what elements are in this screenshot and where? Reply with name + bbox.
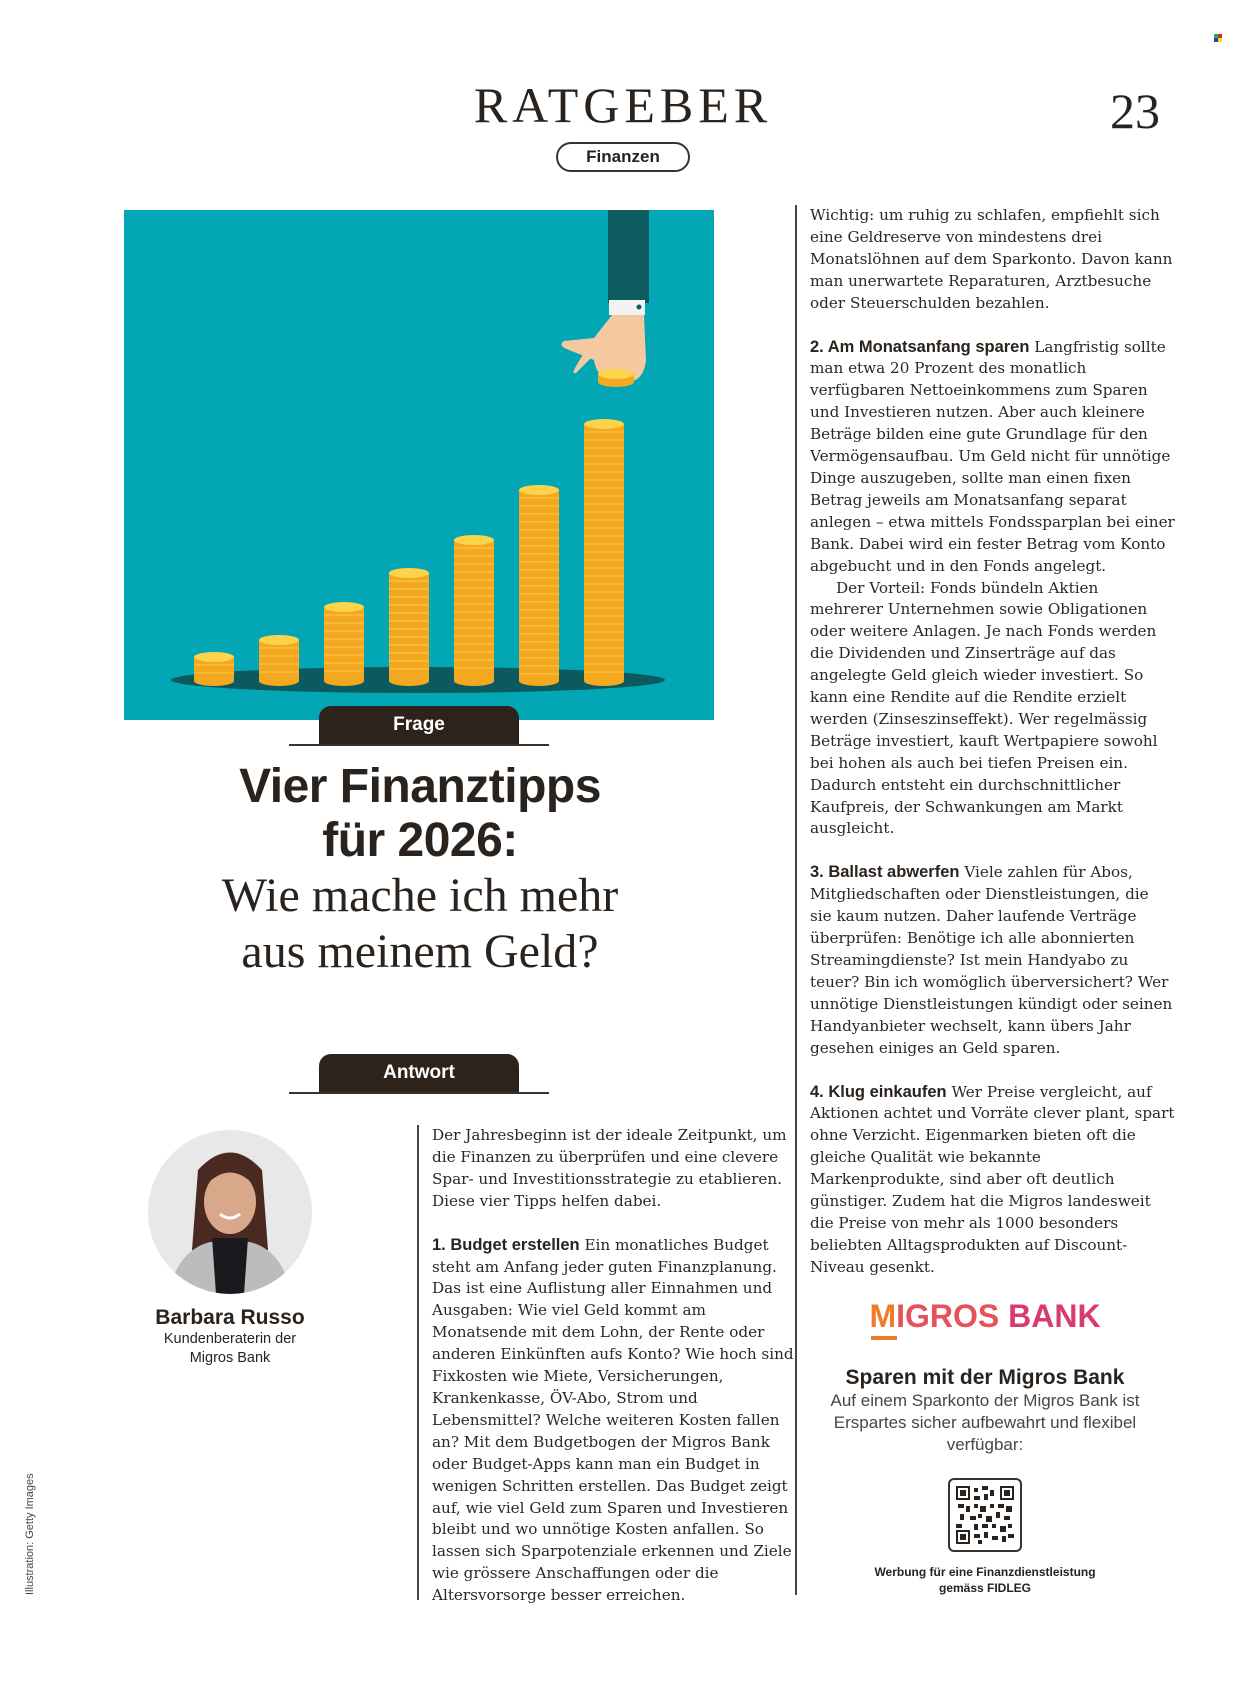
author-organization: Migros Bank	[189, 1350, 271, 1366]
coin-stacks-icon	[124, 210, 714, 720]
headline-line-2: für 2026:	[322, 814, 518, 867]
tip-2-title: 2. Am Monatsanfang sparen	[810, 337, 1030, 356]
coin-stack-1	[194, 652, 234, 686]
article-column-middle	[417, 1125, 797, 1605]
migros-bank-logo: MIGROS BANK	[869, 1300, 1100, 1332]
headline-line-4: aus meinem Geld?	[241, 925, 599, 978]
tip-2-paragraph-2: Der Vorteil: Fonds bündeln Aktien mehrerer Unternehmen sowie Obligationen oder weitere Anlagen. Je nach Fonds werden die Dividenden und Zinserträge auf das angelegte Geld gleich wieder investiert. So kann eine Rendite auf die Rendite erzielt werden (Zinseszinseffekt). Wer regelmässig Beträge investiert, kauft Wertpapiere sowohl bei hohen als auch bei tiefen Preisen ein. Dadurch entsteht ein durchschnittlicher Kaufpreis, der Schwankungen am Markt ausgleicht.	[810, 578, 1158, 838]
category-pill: Finanzen	[556, 142, 690, 172]
tip-4-text: Wer Preise vergleicht, auf Aktionen achtet und Vorräte clever plant, spart ohne Verzicht. Eigenmarken bieten oft die gleiche Qualität wie bekannte Markenprodukte, sind aber oft deutlich günstiger. Zudem hat die Migros landesweit die Preise von mehr als 1000 besonders beliebten Alltagsprodukten auf Discount-Niveau gesenkt.	[810, 1082, 1175, 1276]
tip-2-text: Langfristig sollte man etwa 20 Prozent des monatlich verfügbaren Nettoeinkommens zum Sparen und Investieren nutzen. Aber auch kleinere Beträge bilden eine gute Grundlage für den Vermögensaufbau. Um Geld nicht für unnötige Dinge auszugeben, sollte man einen fixen Betrag jeweils am Monatsanfang separat anlegen – etwa mittels Fondssparplan bei einer Bank. Dabei wird ein fester Betrag vom Konto abgebucht und in den Fonds angelegt.	[810, 337, 1175, 575]
ad-disclaimer: Werbung für eine Finanzdienstleistung gemäss FIDLEG	[874, 1565, 1096, 1595]
tip-1-text: Ein monatliches Budget steht am Anfang jeder guten Finanzplanung. Das ist eine Auflistung aller Einnahmen und Ausgaben: Wie viel Geld kommt am Monatsende mit dem Lohn, der Rente oder anderen Einkünften aufs Konto? Wie hoch sind Fixkosten wie Miete, Versicherungen, Krankenkasse, ÖV-Abo, Strom und Lebensmittel? Welche weiteren Kosten fallen an? Mit dem Budgetbogen der Migros Bank oder Budget-Apps kann man ein Budget in wenigen Schritten erstellen. Das Budget zeigt auf, wie viel Geld zum Sparen und Investieren bleibt und wo unnötige Kosten anfallen. So lassen sich Sparpotenziale erkennen und Ziele wie grössere Anschaffungen oder die Altersvorsorge besser erreichen.	[432, 1235, 794, 1605]
tip-3-paragraph	[810, 862, 1175, 1059]
author-block	[130, 1130, 330, 1368]
tip-4-title: 4. Klug einkaufen	[810, 1082, 947, 1101]
headline-line-1: Vier Finanztipps	[239, 760, 601, 813]
logo-underline	[871, 1336, 897, 1340]
question-label: Frage	[319, 706, 519, 744]
kicker-rule	[289, 1092, 549, 1094]
headline-line-3: Wie mache ich mehr	[221, 869, 619, 922]
print-registration-mark	[1214, 34, 1222, 42]
page-number: 23	[1110, 83, 1160, 139]
portrait-icon	[148, 1130, 312, 1294]
ad-body: Auf einem Sparkonto der Migros Bank ist Erspartes sicher aufbewahrt und flexibel verfügbar:	[830, 1391, 1140, 1454]
tip-3-text: Viele zahlen für Abos, Mitgliedschaften oder Dienstleistungen, die sie kaum nutzen. Daher laufende Verträge überprüfen: Benötige ich alle abonnierten Streamingdienste? Ist mein Handyabo zu teuer? Bin ich womöglich überversichert? Wer unnötige Dienstleistungen kündigt oder seinen Handyanbieter wechselt, kann übers Jahr gesehen einiges an Geld sparen.	[810, 863, 1173, 1057]
masthead	[0, 77, 1250, 172]
migros-bank-ad	[820, 1300, 1150, 1596]
avatar	[148, 1130, 312, 1294]
qr-code-icon[interactable]	[948, 1478, 1022, 1552]
image-credit: Illustration: Getty Images	[24, 1473, 36, 1595]
author-role: Kundenberaterin der	[163, 1331, 297, 1347]
section-title: RATGEBER	[473, 77, 773, 133]
tip-2-paragraph	[810, 337, 1175, 578]
tip-1-title: 1. Budget erstellen	[432, 1235, 580, 1254]
kicker-rule	[289, 744, 549, 746]
tip-1-continued: Wichtig: um ruhig zu schlafen, empfiehlt sich eine Geldreserve von mindestens drei Monatslöhnen auf dem Sparkonto. Davon kann man unerwartete Reparaturen, Arztbesuche oder Steuerschulden bezahlen.	[810, 206, 1173, 312]
answer-label: Antwort	[319, 1054, 519, 1092]
author-name: Barbara Russo	[155, 1306, 305, 1329]
tip-1-paragraph	[432, 1235, 797, 1607]
coin-stacks-illustration	[124, 210, 714, 720]
article-intro: Der Jahresbeginn ist der ideale Zeitpunkt, um die Finanzen zu überprüfen und eine clevere Spar- und Investitionsstrategie zu etablieren. Diese vier Tipps helfen dabei.	[432, 1126, 787, 1210]
article-headline	[160, 760, 680, 980]
tip-3-title: 3. Ballast abwerfen	[810, 863, 960, 882]
tip-4-paragraph	[810, 1082, 1175, 1279]
qr-pattern	[956, 1486, 1014, 1544]
ad-title: Sparen mit der Migros Bank	[845, 1366, 1125, 1389]
